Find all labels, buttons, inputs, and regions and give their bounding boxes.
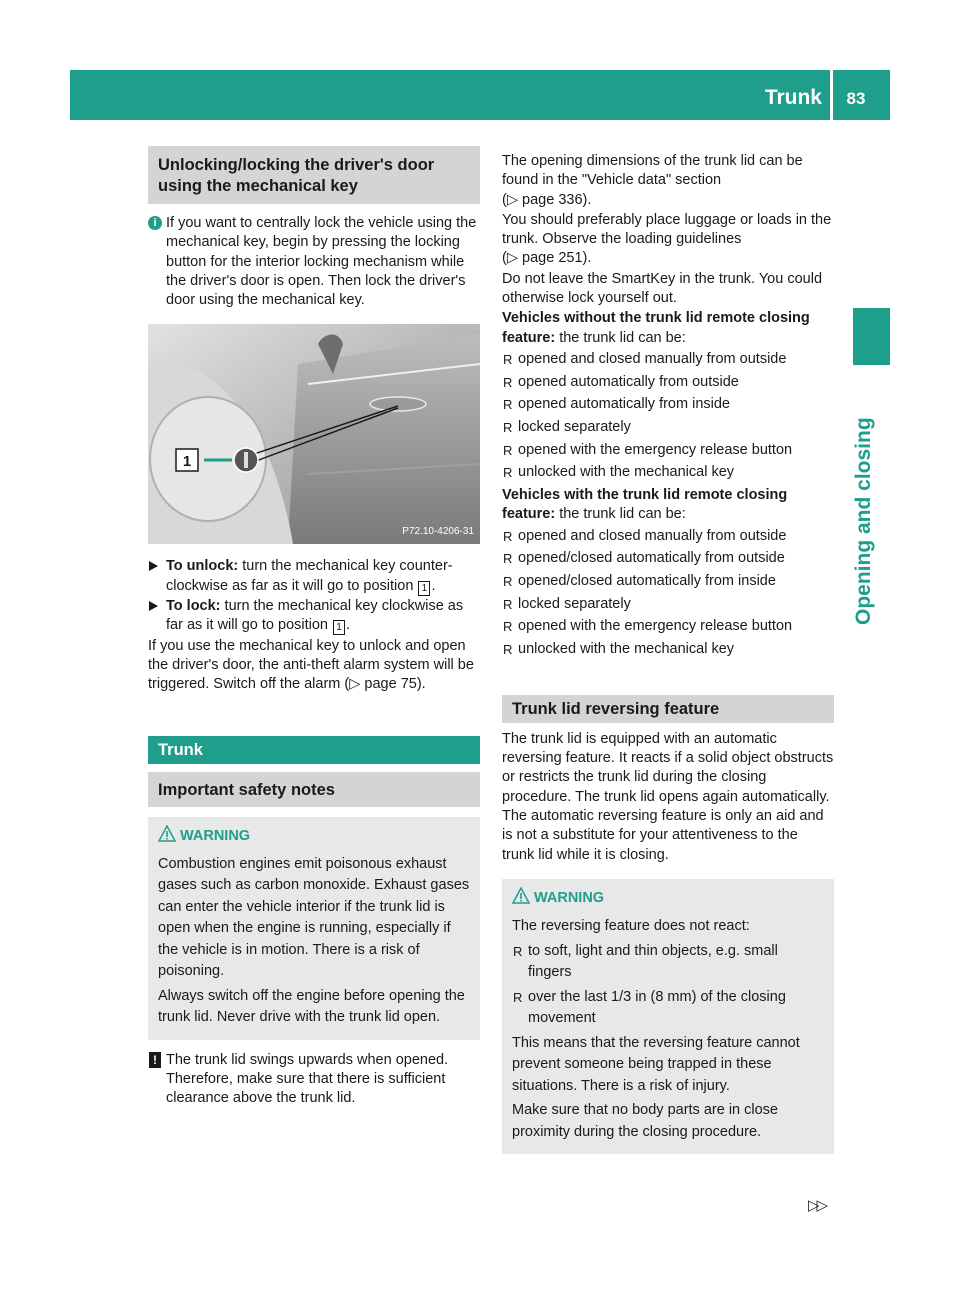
- list-item: R opened automatically from inside: [502, 395, 834, 414]
- warning-text-2: This means that the reversing feature cannot prevent someone being trapped in these situations. There is a risk of injury.: [512, 1034, 800, 1094]
- list-item: R unlocked with the mechanical key: [502, 463, 834, 482]
- exclamation-icon: !: [149, 1052, 161, 1068]
- list-item: R locked separately: [502, 418, 834, 437]
- alarm-paragraph: If you use the mechanical key to unlock and open the driver's door, the anti-theft alarm system will be triggered. Switch off the alarm (▷ page 75).: [148, 637, 474, 693]
- without-remote-intro: [502, 309, 834, 348]
- list-item: R opened and closed manually from outside: [502, 350, 834, 369]
- list-item: R opened automatically from outside: [502, 373, 834, 392]
- list-item: R opened/closed automatically from inside: [502, 572, 834, 591]
- caution-note: [148, 1051, 480, 1109]
- page-ref-arrow: ▷: [506, 250, 518, 267]
- warning-title-text: WARNING: [180, 827, 251, 844]
- with-remote-label: Vehicles with the trunk lid remote closing feature:: [502, 487, 788, 523]
- figure-code: P72.10-4206-31: [402, 526, 474, 538]
- warning-title-text: WARNING: [534, 889, 605, 906]
- right-column: [502, 152, 834, 1154]
- step-lock: To lock: turn the mechanical key clockwise as far as it will go to position 1 .: [148, 597, 480, 636]
- without-remote-label: Vehicles without the trunk lid remote closing feature:: [502, 310, 810, 346]
- warning-box-exhaust: [148, 817, 480, 1040]
- section-label: Opening and closing: [852, 417, 875, 625]
- heading-reversing-feature: Trunk lid reversing feature: [502, 695, 834, 723]
- step-unlock-label: To unlock:: [166, 558, 239, 575]
- dimensions-paragraph: The opening dimensions of the trunk lid can be found in the "Vehicle data" section (▷ page 336).: [502, 153, 803, 208]
- warning-text-1: Combustion engines emit poisonous exhaust gases such as carbon monoxide. Exhaust gases can enter the vehicle interior if the trunk lid is open when the engine is running, especially if the vehicle is in motion. There is a risk of poisoning.: [158, 855, 470, 980]
- warning-box-reversing: [502, 879, 834, 1154]
- warning-title: [512, 889, 824, 908]
- loading-paragraph: You should preferably place luggage or loads in the trunk. Observe the loading guidelines (▷ page 251).: [502, 211, 832, 267]
- loading-text: You should preferably place luggage or loads in the trunk. Observe the loading guidelines: [502, 211, 832, 248]
- with-remote-text: the trunk lid can be:: [559, 506, 686, 523]
- page-ref-75[interactable]: page 75).: [364, 676, 426, 693]
- without-remote-list: [502, 350, 834, 483]
- list-item: R opened with the emergency release button: [502, 617, 834, 636]
- list-item: R locked separately: [502, 595, 834, 614]
- step-arrow-icon: [149, 601, 158, 611]
- list-item: R unlocked with the mechanical key: [502, 640, 834, 659]
- step-lock-label: To lock:: [166, 598, 221, 615]
- caution-text: The trunk lid swings upwards when opened. Therefore, make sure that there is sufficient clearance above the trunk lid.: [166, 1051, 449, 1107]
- list-item: R opened with the emergency release button: [502, 441, 834, 460]
- step-unlock-text: turn the mechanical key counter-clockwise as far as it will go to position: [166, 558, 453, 594]
- info-icon: i: [148, 216, 162, 230]
- warning-text-3: Make sure that no body parts are in close proximity during the closing procedure.: [512, 1102, 778, 1140]
- info-note: [148, 214, 480, 310]
- dimensions-text: The opening dimensions of the trunk lid can be found in the "Vehicle data" section: [502, 153, 803, 189]
- continue-arrow-icon: ▷▷: [808, 1197, 826, 1214]
- list-item: R opened and closed manually from outside: [502, 527, 834, 546]
- step-unlock: To unlock: turn the mechanical key counter-clockwise as far as it will go to position 1 .: [148, 557, 480, 596]
- door-handle-figure: [148, 324, 480, 544]
- left-column: [148, 146, 480, 1109]
- bullet-icon: R: [503, 351, 513, 367]
- with-remote-intro: [502, 486, 834, 525]
- bullet-icon: R: [503, 442, 513, 458]
- side-tab: [853, 308, 890, 365]
- bullet-icon: R: [503, 374, 513, 390]
- position-1-box: 1: [418, 581, 430, 596]
- list-item: R over the last 1/3 in (8 mm) of the closing movement: [513, 988, 786, 1027]
- without-remote-text: the trunk lid can be:: [559, 329, 686, 346]
- door-handle-illustration: [148, 324, 480, 544]
- bullet-icon: R: [503, 397, 513, 413]
- smartkey-paragraph: Do not leave the SmartKey in the trunk. You could otherwise lock yourself out.: [502, 270, 823, 307]
- position-1-box: 1: [333, 620, 345, 635]
- alarm-text: If you use the mechanical key to unlock and open the driver's door, the anti-theft alarm system will be triggered. Switch off the alarm: [148, 637, 474, 693]
- bullet-icon: R: [513, 943, 523, 959]
- list-item: R opened/closed automatically from outside: [502, 549, 834, 568]
- warning-triangle-icon: [512, 887, 530, 905]
- warning-intro: The reversing feature does not react:: [512, 918, 750, 935]
- info-text: If you want to centrally lock the vehicle using the mechanical key, begin by pressing the locking button for the interior locking mechanism while the driver's door is open. Then lock the driver's door using the mechanical key.: [166, 215, 477, 309]
- step-lock-text: turn the mechanical key clockwise as far as it will go to position: [166, 598, 464, 634]
- header-title: Trunk: [764, 86, 822, 109]
- step-arrow-icon: [149, 561, 158, 571]
- bullet-icon: R: [503, 574, 513, 590]
- warning-title: [158, 827, 470, 846]
- warning-text-2: Always switch off the engine before opening the trunk lid. Never drive with the trunk lid open.: [158, 987, 465, 1026]
- figure-callout-1: 1: [182, 453, 192, 471]
- bullet-icon: R: [503, 420, 513, 436]
- page-ref-251[interactable]: page 251).: [522, 250, 592, 267]
- page-ref-arrow: ▷: [506, 191, 518, 208]
- heading-unlocking-driver-door: Unlocking/locking the driver's door using the mechanical key: [148, 146, 480, 204]
- bullet-icon: R: [503, 551, 513, 567]
- page-ref-336[interactable]: page 336).: [522, 191, 592, 208]
- header-separator: [830, 70, 833, 120]
- bullet-icon: R: [503, 642, 513, 658]
- page-number: 83: [846, 89, 866, 108]
- bullet-icon: R: [503, 596, 513, 612]
- list-item: R to soft, light and thin objects, e.g. small fingers: [513, 942, 778, 981]
- warning-triangle-icon: [158, 825, 176, 843]
- page-ref-arrow: ▷: [349, 676, 361, 693]
- bullet-icon: R: [503, 528, 513, 544]
- bullet-icon: R: [503, 619, 513, 635]
- chapter-bar-trunk: Trunk: [148, 736, 480, 764]
- heading-important-safety-notes: Important safety notes: [148, 772, 480, 807]
- bullet-icon: R: [503, 465, 513, 481]
- reversing-paragraph: The trunk lid is equipped with an automatic reversing feature. It reacts if a solid object obstructs or restricts the trunk lid during the closing procedure. The trunk lid opens again automatically. The automatic reversing feature is only an aid and is not a substitute for your attentiveness to the trunk lid while it is closing.: [502, 730, 834, 863]
- with-remote-list: [502, 527, 834, 660]
- bullet-icon: R: [513, 989, 523, 1005]
